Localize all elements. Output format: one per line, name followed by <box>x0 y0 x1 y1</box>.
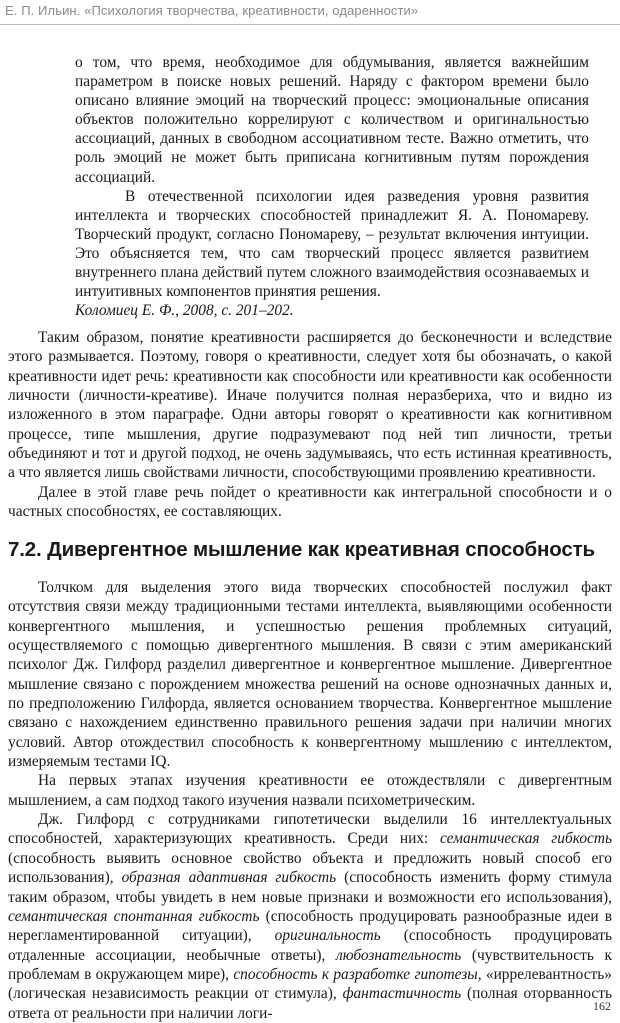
quote-block <box>75 53 589 320</box>
text-run: Дж. Гилфорд с сотрудниками гипотетически выделили 16 интеллектуальных способностей, характеризующих креативность. Среди них: <box>8 811 612 848</box>
paragraph: Таким образом, понятие креативности расширяется до бесконечности и вследствие этого размывается. Поэтому, говоря о креативности, следует хотя бы обозначать, о какой креативности идет речь: креативности как способности или креативности как особенности личности (личности-креативе). Иначе получится полная неразбериха, что и видно из изложенного в этом параграфе. Одни авторы говорят о креативности как когнитивном процессе, типе мышления, другие подразумевают под ней тип личности, третьи объединяют и тот и другой подход, не очень задумываясь, что есть истинная креативность, а что является лишь свойствами личности, способствующими проявлению креативности. <box>8 329 612 482</box>
text-run: (способность продуцировать разнообразные идеи в нерегламентированной ситуации), <box>8 907 612 945</box>
paragraph: На первых этапах изучения креативности ее отождествляли с дивергентным мышлением, а сам подход такого изучения назвали психометрическим. <box>8 772 612 809</box>
term-italic: любознательность <box>335 946 462 964</box>
body-text-intro <box>8 328 612 521</box>
paragraph-guilford-abilities <box>8 810 612 1023</box>
section-heading: 7.2. Дивергентное мышление как креативная способность <box>8 538 595 561</box>
term-italic: семантическая спонтанная гибкость <box>8 907 260 925</box>
body-text-section <box>8 578 612 1023</box>
quote-source: Коломиец Е. Ф., 2008, с. 201–202. <box>75 302 294 320</box>
running-head: Е. П. Ильин. «Психология творчества, креативности, одаренности» <box>5 3 419 18</box>
term-italic: семантическая гибкость <box>440 830 612 848</box>
header-rule <box>0 24 620 25</box>
text-run: (способность выявить основное свойство объекта и предложить новый способ его использования), <box>8 849 612 887</box>
paragraph: Далее в этой главе речь пойдет о креативности как интегральной способности и о частных способностях, ее составляющих. <box>8 483 612 521</box>
quote-paragraph: о том, что время, необходимое для обдумывания, является важнейшим параметром в поиске новых решений. Наряду с фактором времени было описано влияние эмоций на творческий процесс: эмоциональные описания объектов положительно коррелируют с количеством и оригинальностью ассоциаций, данных в свободном ассоциативном тесте. Важно отметить, что роль эмоций не может быть приписана когнитивным путям порождения ассоциаций. <box>75 54 589 186</box>
text-run: «иррелевантность» (логическая независимость реакции от стимула), <box>8 965 612 1003</box>
term-italic: оригинальность <box>274 927 381 945</box>
text-run: (способность изменить форму стимула таким образом, чтобы увидеть в нем новые признаки и возможности его использования), <box>8 869 612 906</box>
text-run: (способность продуцировать отдаленные ассоциации, необычные ответы), <box>8 927 613 964</box>
term-italic: образная адаптивная гибкость <box>121 869 337 887</box>
text-run: (полная оторванность ответа от реальности при наличии логи- <box>8 985 612 1022</box>
paragraph: Толчком для выделения этого вида творческих способностей послужил факт отсутствия связи между традиционными тестами интеллекта, выявляющими особенности конвергентного мышления, и успешностью решения проблемных ситуаций, осуществляемого с помощью дивергентного мышления. В связи с этим американский психолог Дж. Гилфорд разделил дивергентное и конвергентное мышление. Дивергентное мышление связано с порождением множества решений на основе однозначных данных и, по предположению Гилфорда, является основанием творчества. Конвергентное мышление связано с нахождением единственно правильного решения задачи при наличии многих условий. Автор отождествил способность к конвергентному мышлению с интеллектом, измеряемым тестами IQ. <box>8 579 612 771</box>
term-italic: способность к разработке гипотезы, <box>233 965 482 983</box>
term-italic: фантастичность <box>342 985 462 1003</box>
quote-paragraph: В отечественной психологии идея разведения уровня развития интеллекта и творческих способностей принадлежит Я. А. Пономареву. Творческий продукт, согласно Пономареву, – результат включения интуиции. Это объясняется тем, что сам творческий процесс является развитием внутреннего плана действий путем сложного взаимодействия осознаваемых и интуитивных компонентов принятия решения. <box>75 187 589 301</box>
page-number: 162 <box>593 999 611 1013</box>
text-run: (чувствительность к проблемам в окружающем мире), <box>8 946 612 983</box>
